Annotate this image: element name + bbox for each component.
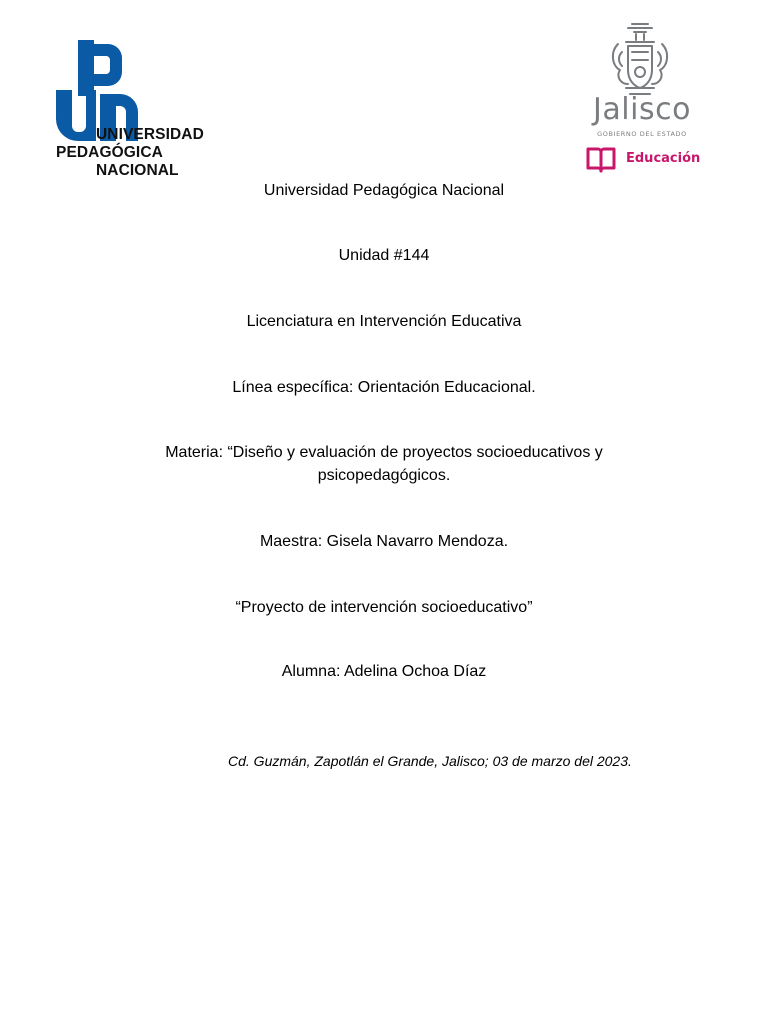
university-name: Universidad Pedagógica Nacional: [263, 182, 505, 199]
subject-line-2: psicopedagógicos.: [317, 467, 451, 484]
jalisco-subtitle: GOBIERNO DEL ESTADO: [597, 130, 687, 138]
upn-word-pedagogica: PEDAGÓGICA: [56, 144, 163, 161]
jalisco-education-badge: [586, 146, 704, 174]
upn-logo: [56, 40, 216, 180]
jalisco-logo: [580, 20, 704, 180]
student-name: Alumna: Adelina Ochoa Díaz: [281, 663, 487, 680]
specific-line: Línea específica: Orientación Educacional.: [232, 379, 536, 396]
upn-word-nacional: NACIONAL: [96, 162, 179, 179]
unit-number: Unidad #144: [338, 247, 430, 264]
place-and-date: Cd. Guzmán, Zapotlán el Grande, Jalisco; 03 de marzo del 2023.: [228, 753, 632, 769]
book-icon: [586, 146, 616, 174]
jalisco-name: Jalisco: [593, 92, 691, 127]
project-title: “Proyecto de intervención socioeducativo”: [235, 599, 533, 616]
education-label: Educación: [626, 151, 701, 166]
subject-line-1: Materia: “Diseño y evaluación de proyectos socioeducativos y: [165, 444, 603, 461]
upn-word-universidad: UNIVERSIDAD: [96, 126, 204, 143]
jalisco-crest-icon: [606, 22, 674, 100]
degree-program: Licenciatura en Intervención Educativa: [246, 313, 522, 330]
teacher-name: Maestra: Gisela Navarro Mendoza.: [259, 533, 509, 550]
